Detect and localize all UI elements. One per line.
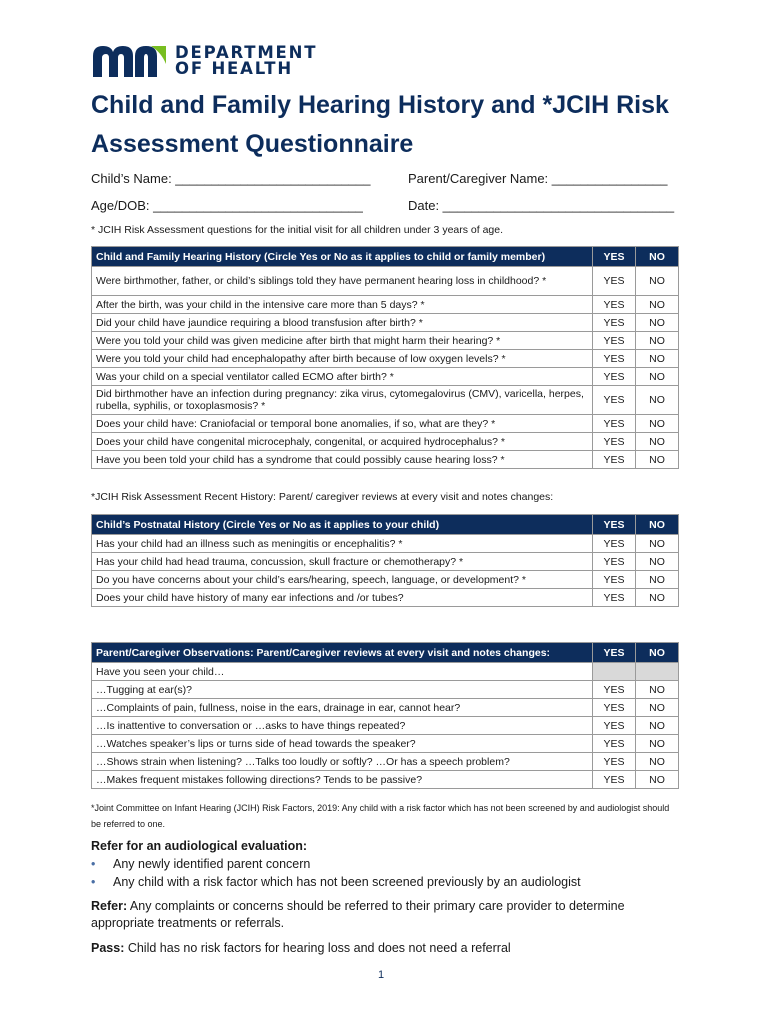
child-name-field[interactable]: Child’s Name: ___________________________ bbox=[91, 171, 371, 186]
list-item bbox=[91, 855, 581, 873]
no-header: NO bbox=[636, 643, 679, 663]
yes-option[interactable]: YES bbox=[593, 386, 636, 415]
table-row bbox=[92, 267, 679, 296]
question: Does your child have history of many ear infections and /or tubes? bbox=[92, 589, 593, 607]
question: Does your child have congenital microcephaly, congenital, or acquired hydrocephalus? * bbox=[92, 433, 593, 451]
yes-option[interactable]: YES bbox=[593, 699, 636, 717]
no-option[interactable]: NO bbox=[636, 267, 679, 296]
logo-line-1: DEPARTMENT bbox=[175, 43, 318, 62]
table-row bbox=[92, 451, 679, 469]
table-row bbox=[92, 735, 679, 753]
empty-cell bbox=[636, 663, 679, 681]
yes-option[interactable]: YES bbox=[593, 681, 636, 699]
yes-option[interactable]: YES bbox=[593, 350, 636, 368]
mdh-logo bbox=[91, 44, 317, 78]
refer-paragraph bbox=[91, 898, 681, 932]
question: …Watches speaker’s lips or turns side of head towards the speaker? bbox=[92, 735, 593, 753]
yes-option[interactable]: YES bbox=[593, 553, 636, 571]
question: …Complaints of pain, fullness, noise in the ears, drainage in ear, cannot hear? bbox=[92, 699, 593, 717]
yes-option[interactable]: YES bbox=[593, 589, 636, 607]
no-option[interactable]: NO bbox=[636, 553, 679, 571]
no-option[interactable]: NO bbox=[636, 717, 679, 735]
yes-option[interactable]: YES bbox=[593, 735, 636, 753]
document-title: Child and Family Hearing History and *JCIH Risk Assessment Questionnaire bbox=[91, 91, 669, 158]
table-row bbox=[92, 571, 679, 589]
no-option[interactable]: NO bbox=[636, 368, 679, 386]
yes-option[interactable]: YES bbox=[593, 717, 636, 735]
yes-header: YES bbox=[593, 247, 636, 267]
caregiver-observations-table bbox=[91, 642, 679, 789]
table-row bbox=[92, 296, 679, 314]
no-option[interactable]: NO bbox=[636, 314, 679, 332]
question: …Makes frequent mistakes following directions? Tends to be passive? bbox=[92, 771, 593, 789]
question: Were you told your child had encephalopathy after birth because of low oxygen levels? * bbox=[92, 350, 593, 368]
table-header: Parent/Caregiver Observations: Parent/Caregiver reviews at every visit and notes changes: bbox=[92, 643, 593, 663]
bullet-icon: • bbox=[91, 857, 96, 871]
yes-option[interactable]: YES bbox=[593, 535, 636, 553]
no-option[interactable]: NO bbox=[636, 735, 679, 753]
table-row bbox=[92, 350, 679, 368]
yes-option[interactable]: YES bbox=[593, 571, 636, 589]
question: Were birthmother, father, or child’s siblings told they have permanent hearing loss in childhood? * bbox=[92, 267, 593, 296]
refer-label: Refer: bbox=[91, 899, 128, 913]
list-item-text: Any newly identified parent concern bbox=[113, 857, 311, 871]
question: Have you been told your child has a syndrome that could possibly cause hearing loss? * bbox=[92, 451, 593, 469]
pass-paragraph bbox=[91, 940, 681, 957]
table-row bbox=[92, 314, 679, 332]
no-option[interactable]: NO bbox=[636, 386, 679, 415]
yes-option[interactable]: YES bbox=[593, 415, 636, 433]
no-header: NO bbox=[636, 515, 679, 535]
bullet-icon: • bbox=[91, 875, 96, 889]
yes-header: YES bbox=[593, 515, 636, 535]
yes-option[interactable]: YES bbox=[593, 296, 636, 314]
table-row bbox=[92, 433, 679, 451]
table-row bbox=[92, 753, 679, 771]
refer-text: Any complaints or concerns should be referred to their primary care provider to determine appropriate treatments or referrals. bbox=[91, 899, 625, 930]
table-row bbox=[92, 415, 679, 433]
no-option[interactable]: NO bbox=[636, 681, 679, 699]
no-option[interactable]: NO bbox=[636, 699, 679, 717]
question-lead: Have you seen your child… bbox=[92, 663, 593, 681]
table-row bbox=[92, 589, 679, 607]
yes-option[interactable]: YES bbox=[593, 267, 636, 296]
jcih-footnote: *Joint Committee on Infant Hearing (JCIH) Risk Factors, 2019: Any child with a risk factor which has not been screened by and audiologist should be referred to one. bbox=[91, 803, 670, 829]
table-row bbox=[92, 332, 679, 350]
yes-option[interactable]: YES bbox=[593, 753, 636, 771]
table-row bbox=[92, 699, 679, 717]
no-option[interactable]: NO bbox=[636, 415, 679, 433]
no-option[interactable]: NO bbox=[636, 296, 679, 314]
question: Do you have concerns about your child’s ears/hearing, speech, language, or development? * bbox=[92, 571, 593, 589]
logo-text bbox=[175, 45, 317, 77]
yes-option[interactable]: YES bbox=[593, 451, 636, 469]
table-header: Child’s Postnatal History (Circle Yes or No as it applies to your child) bbox=[92, 515, 593, 535]
yes-option[interactable]: YES bbox=[593, 314, 636, 332]
pass-label: Pass: bbox=[91, 941, 125, 955]
no-option[interactable]: NO bbox=[636, 589, 679, 607]
question: Does your child have: Craniofacial or temporal bone anomalies, if so, what are they? * bbox=[92, 415, 593, 433]
question: Has your child had head trauma, concussion, skull fracture or chemotherapy? * bbox=[92, 553, 593, 571]
list-item-text: Any child with a risk factor which has not been screened previously by an audiologist bbox=[113, 875, 581, 889]
table-row bbox=[92, 368, 679, 386]
no-option[interactable]: NO bbox=[636, 332, 679, 350]
recent-history-note: *JCIH Risk Assessment Recent History: Parent/ caregiver reviews at every visit and notes changes: bbox=[91, 491, 554, 503]
no-option[interactable]: NO bbox=[636, 433, 679, 451]
no-option[interactable]: NO bbox=[636, 535, 679, 553]
question: Did birthmother have an infection during pregnancy: zika virus, cytomegalovirus (CMV), varicella, herpes, rubella, syphilis, or toxoplasmosis? * bbox=[92, 386, 593, 415]
table-row bbox=[92, 717, 679, 735]
question: Did your child have jaundice requiring a blood transfusion after birth? * bbox=[92, 314, 593, 332]
question: …Shows strain when listening? …Talks too loudly or softly? …Or has a speech problem? bbox=[92, 753, 593, 771]
table-row bbox=[92, 535, 679, 553]
question: After the birth, was your child in the intensive care more than 5 days? * bbox=[92, 296, 593, 314]
table-row bbox=[92, 663, 679, 681]
table-row bbox=[92, 553, 679, 571]
date-field[interactable]: Date: ________________________________ bbox=[408, 198, 675, 213]
intro-note: * JCIH Risk Assessment questions for the initial visit for all children under 3 years of age. bbox=[91, 224, 504, 236]
logo-line-2: OF HEALTH bbox=[175, 59, 293, 78]
question: Was your child on a special ventilator called ECMO after birth? * bbox=[92, 368, 593, 386]
family-history-table bbox=[91, 246, 679, 469]
empty-cell bbox=[593, 663, 636, 681]
yes-option[interactable]: YES bbox=[593, 771, 636, 789]
question: …Tugging at ear(s)? bbox=[92, 681, 593, 699]
page-number: 1 bbox=[378, 969, 385, 981]
table-row bbox=[92, 386, 679, 415]
list-item bbox=[91, 873, 581, 891]
table-row bbox=[92, 681, 679, 699]
table-header-row bbox=[92, 643, 679, 663]
no-option[interactable]: NO bbox=[636, 350, 679, 368]
yes-option[interactable]: YES bbox=[593, 433, 636, 451]
table-row bbox=[92, 771, 679, 789]
question: Were you told your child was given medicine after birth that might harm their hearing? * bbox=[92, 332, 593, 350]
refer-evaluation-heading: Refer for an audiological evaluation: bbox=[91, 839, 308, 853]
no-option[interactable]: NO bbox=[636, 771, 679, 789]
no-option[interactable]: NO bbox=[636, 753, 679, 771]
pass-text: Child has no risk factors for hearing loss and does not need a referral bbox=[124, 941, 511, 955]
minnesota-logo-icon bbox=[91, 44, 167, 78]
question: Has your child had an illness such as meningitis or encephalitis? * bbox=[92, 535, 593, 553]
no-header: NO bbox=[636, 247, 679, 267]
no-option[interactable]: NO bbox=[636, 451, 679, 469]
age-dob-field[interactable]: Age/DOB: _____________________________ bbox=[91, 198, 363, 213]
refer-evaluation-list bbox=[91, 855, 581, 891]
no-option[interactable]: NO bbox=[636, 571, 679, 589]
yes-option[interactable]: YES bbox=[593, 332, 636, 350]
table-header-row bbox=[92, 247, 679, 267]
yes-header: YES bbox=[593, 643, 636, 663]
table-header: Child and Family Hearing History (Circle Yes or No as it applies to child or family member) bbox=[92, 247, 593, 267]
postnatal-history-table bbox=[91, 514, 679, 607]
question: …Is inattentive to conversation or …asks to have things repeated? bbox=[92, 717, 593, 735]
table-header-row bbox=[92, 515, 679, 535]
yes-option[interactable]: YES bbox=[593, 368, 636, 386]
parent-name-field[interactable]: Parent/Caregiver Name: ________________ bbox=[408, 171, 668, 186]
